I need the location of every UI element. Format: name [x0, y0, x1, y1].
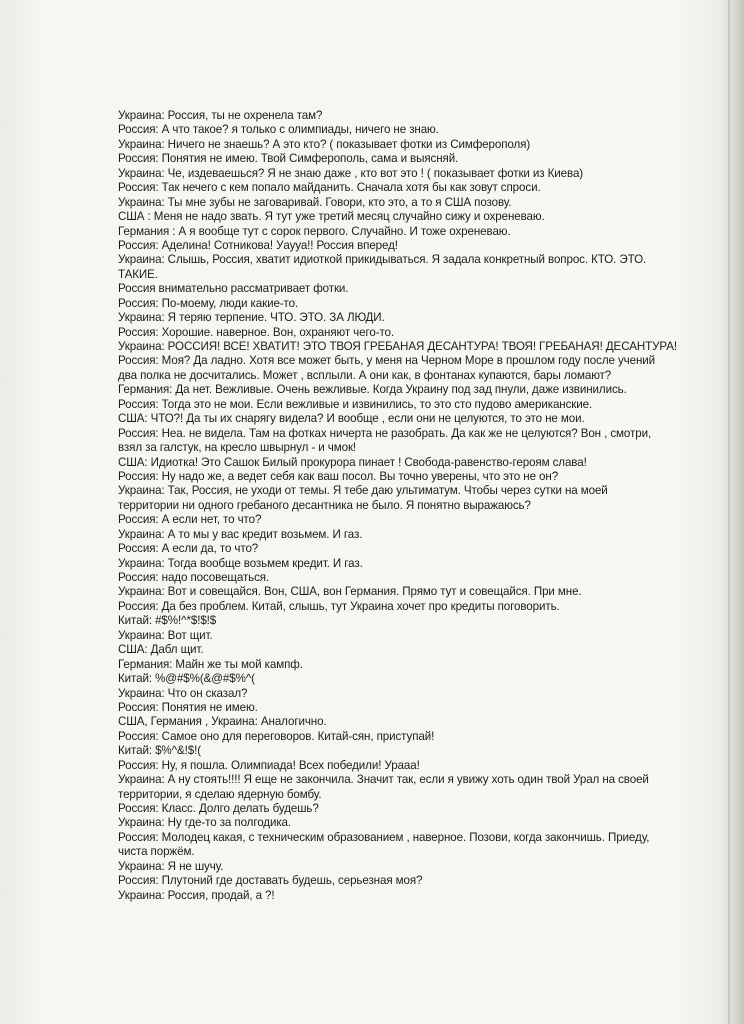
dialogue-line: Украина: РОССИЯ! ВСЕ! ХВАТИТ! ЭТО ТВОЯ ГРЕБАНАЯ ДЕСАНТУРА! ТВОЯ! ГРЕБАНАЯ! ДЕСАНТУРА!	[118, 340, 677, 353]
dialogue-line: Украина: Слышь, Россия, хватит идиоткой прикидываться. Я задала конкретный вопрос. КТО. ЭТО.	[118, 253, 647, 267]
dialogue-line: Россия: Ну, я пошла. Олимпиада! Всех победили! Урааа!	[118, 758, 420, 772]
dialogue-line: Украина: Ничего не знаешь? А это кто? ( показывает фотки из Симферополя)	[118, 137, 531, 151]
dialogue-line: Россия: надо посовещаться.	[118, 571, 270, 584]
dialogue-line: Россия: Тогда это не мои. Если вежливые и извинились, то это сто пудово американские.	[118, 397, 593, 411]
dialogue-line: Украина: Че, издеваешься? Я не знаю даже , кто вот это ! ( показывает фотки из Киева)	[118, 166, 584, 180]
page-crease	[728, 0, 730, 1024]
dialogue-line: Россия: Да без проблем. Китай, слышь, тут Украина хочет про кредиты поговорить.	[118, 599, 560, 613]
dialogue-line: Украина: Тогда вообще возьмем кредит. И газ.	[118, 556, 363, 570]
dialogue-line: Украина: Россия, продай, а ?!	[118, 888, 275, 902]
dialogue-line: Россия: Понятия не имею. Твой Симферополь, сама и выясняй.	[118, 152, 459, 166]
dialogue-line: Украина: Россия, ты не охренела там?	[118, 109, 323, 122]
dialogue-line: Россия: Молодец какая, с техническим образованием , наверное. Позови, когда закончишь. Приеду,	[118, 830, 650, 844]
dialogue-line: Украина: Я не шучу.	[118, 859, 224, 873]
dialogue-line: Украина: Вот щит.	[118, 628, 213, 642]
dialogue-line: Россия: Понятия не имею.	[118, 700, 258, 714]
dialogue-line: два полка не досчитались. Может , всплыли. А они как, в фонтанах купаются, бары ломают?	[118, 368, 612, 382]
dialogue-line: Россия: Плутоний где доставать будешь, серьезная моя?	[118, 874, 423, 888]
dialogue-line: Россия: Моя? Да ладно. Хотя все может быть, у меня на Черном Море в прошлом году после учений	[118, 354, 656, 368]
dialogue-line: Германия: Майн же ты мой кампф.	[118, 657, 303, 671]
dialogue-line: Украина: Вот и совещайся. Вон, США, вон Германия. Прямо тут и совещайся. При мне.	[118, 585, 582, 599]
dialogue-line: США : Меня не надо звать. Я тут уже третий месяц случайно сижу и охреневаю.	[118, 210, 545, 224]
dialogue-line: Россия: А что такое? я только с олимпиады, ничего не знаю.	[118, 123, 439, 137]
dialogue-line: США: Дабл щит.	[118, 643, 204, 657]
dialogue-line: территории ни одного гребаного десантника не было. Я понятно выражаюсь?	[118, 498, 531, 512]
dialogue-line: Россия: Неа. не видела. Там на фотках ничерта не разобрать. Да как же не целуются? Вон , смотри,	[118, 426, 652, 440]
dialogue-line: США: Идиотка! Это Сашок Билый прокурора пинает ! Свобода-равенство-героям слава!	[118, 455, 587, 469]
dialogue-line: Россия внимательно рассматривает фотки.	[118, 282, 349, 296]
dialogue-line: США: ЧТО?! Да ты их снарягу видела? И вообще , если они не целуются, то это не мои.	[118, 412, 585, 426]
dialogue-line: Германия : А я вообще тут с сорок первого. Случайно. И тоже охреневаю.	[118, 224, 511, 238]
dialogue-line: Россия: А если да, то что?	[118, 542, 259, 556]
dialogue-line: Украина: Так, Россия, не уходи от темы. Я тебе даю ультиматум. Чтобы через сутки на моей	[118, 484, 608, 498]
dialogue-line: Украина: Ты мне зубы не заговаривай. Говори, кто это, а то я США позову.	[118, 195, 512, 209]
dialogue-line: США, Германия , Украина: Аналогично.	[118, 715, 327, 729]
dialogue-line: Россия: Аделина! Сотникова! Уаууа!! Россия вперед!	[118, 238, 398, 252]
page-edge-shadow	[718, 0, 744, 1024]
dialogue-line: Украина: Ну где-то за полгодика.	[118, 816, 292, 830]
dialogue-line: Россия: А если нет, то что?	[118, 513, 262, 527]
dialogue-line: чиста поржём.	[118, 845, 195, 859]
dialogue-line: Россия: Самое оно для переговоров. Китай-сян, приступай!	[118, 729, 435, 743]
dialogue-line: Россия: Хорошие. наверное. Вон, охраняют чего-то.	[118, 325, 394, 339]
dialogue-line: Россия: По-моему, люди какие-то.	[118, 296, 299, 310]
dialogue-line: Китай: $%^&!$!(	[118, 744, 201, 758]
dialogue-line: Россия: Класс. Долго делать будешь?	[118, 802, 319, 815]
dialogue-line: Россия: Так нечего с кем попало майданить. Сначала хотя бы как зовут спроси.	[118, 181, 541, 195]
dialogue-line: территории, я сделаю ядерную бомбу.	[118, 787, 322, 801]
dialogue-line: Германия: Да нет. Вежливые. Очень вежливые. Когда Украину под зад пнули, даже извинились.	[118, 383, 627, 397]
dialogue-text	[118, 109, 718, 903]
dialogue-line: взял за галстук, на кресло швырнул - и чмок!	[118, 441, 357, 455]
dialogue-line: Китай: %@#$%(&@#$%^(	[118, 672, 255, 686]
dialogue-line: Украина: Что он сказал?	[118, 686, 248, 700]
dialogue-line: Украина: А то мы у вас кредит возьмем. И газ.	[118, 527, 363, 541]
dialogue-line: ТАКИЕ.	[118, 267, 158, 281]
dialogue-line: Китай: #$%!^*$!$!$	[118, 614, 217, 628]
dialogue-line: Украина: А ну стоять!!!! Я еще не закончила. Значит так, если я увижу хоть один твой Урал на своей	[118, 773, 649, 787]
dialogue-line: Россия: Ну надо же, а ведет себя как ваш посол. Вы точно уверены, что это не он?	[118, 469, 559, 483]
dialogue-line: Украина: Я теряю терпение. ЧТО. ЭТО. ЗА ЛЮДИ.	[118, 311, 385, 325]
